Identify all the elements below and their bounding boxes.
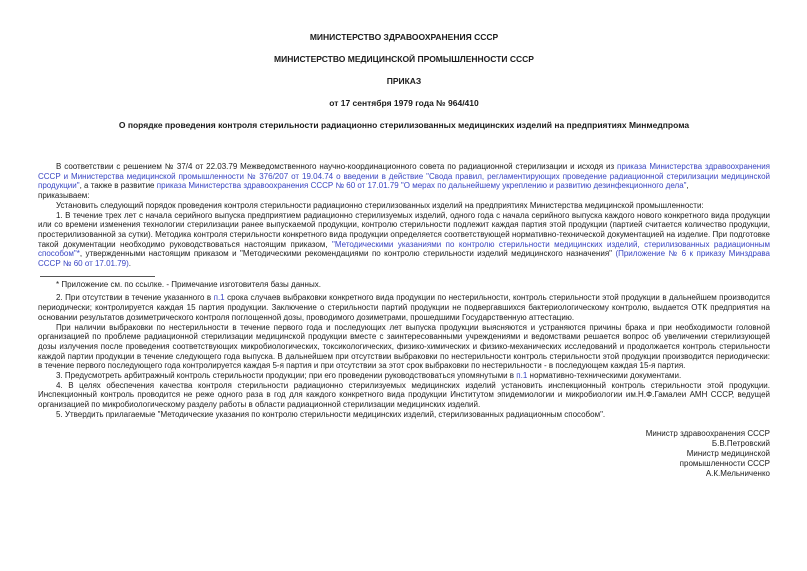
- paragraph: [38, 211, 770, 269]
- document-subject: О порядке проведения контроля стерильности радиационно стерилизованных медицинских изделий на предприятиях Минмедпрома: [118, 120, 690, 130]
- paragraph: [38, 371, 770, 381]
- signatory-name: А.К.Мельниченко: [705, 468, 770, 478]
- text-run: 5. Утвердить прилагаемые "Методические указания по контролю стерильности медицинских изделий, стерилизованных радиационным способом".: [56, 409, 606, 419]
- paragraph: [38, 410, 770, 420]
- paragraph: [38, 201, 770, 211]
- inline-link[interactable]: приказа Министерства здравоохранения СССР № 60 от 17.01.79 "О мерах по дальнейшему укреплению и развитию дезинфекционного дела": [156, 181, 687, 191]
- text-run: приказываем:: [38, 191, 90, 201]
- text-run: , утвержденными настоящим приказом и "Методическими рекомендациями по контролю стерильности изделий медицинского назначения": [79, 249, 616, 259]
- ministry-title-medical-industry: МИНИСТЕРСТВО МЕДИЦИНСКОЙ ПРОМЫШЛЕННОСТИ СССР: [274, 54, 534, 64]
- main-paragraphs: [38, 293, 770, 419]
- inline-link[interactable]: п.1: [213, 293, 225, 303]
- text-run: Установить следующий порядок проведения контроля стерильности радиационно стерилизованных изделий на предприятиях Министерства медицинской промышленности:: [56, 200, 704, 210]
- footnote-text: * Приложение см. по ссылке. - Примечание изготовителя базы данных.: [56, 279, 321, 289]
- paragraph: [38, 191, 770, 201]
- text-run: 1. В течение трех лет с начала серийного выпуска предприятием радиационно стерилизуемых изделий, одного года с начала серийного выпуска каждого нового конкретного вида продукции или со времени изменения технологии стерилизации ранее выпускаемой продукции, контролю стерильности подлежит каждая партия этой продукции (партией считается количество продукции, простерилизованной за сутки). Методика контроля стерильности конкретного вида продукции определяется соответствующей нормативно-технической документацией на изделие. При подготовке такой документации необходимо руководствоваться настоящим приказом,: [38, 210, 770, 249]
- signature-block: [38, 429, 770, 479]
- text-run: При наличии выбраковки по нестерильности в течение первого года и последующих лет выпуска продукции выясняются и устраняются причины брака и при необходимости головной организацией по проблеме радиационной стерилизации медицинской продукции вместе с заинтересованными учреждениями и ведомствами решается вопрос об увеличении стерилизующей дозы излучения после проведения соответствующих микробиологических, токсикологических, физико-химических и физико-механических исследований и продолжается контроль стерильности каждой партии продукции в течение следующего года выпуска. В дальнейшем при отсутствии выбраковки по нестерильности контроль стерильности этой продукции производится периодически: в течение первого последующего года контролируется каждая 5-я партия и при отсутствии за этот срок выбраковки по нестерильности - в последующем каждая 15-я партия.: [38, 322, 770, 371]
- signatory-title: промышленности СССР: [679, 458, 770, 468]
- document-type-title: ПРИКАЗ: [386, 76, 422, 86]
- text-run: 2. При отсутствии в течение указанного в: [56, 293, 214, 303]
- inline-link[interactable]: п.1: [516, 371, 528, 381]
- text-run: 3. Предусмотреть арбитражный контроль стерильности продукции; при его проведении руководствоваться упомянутыми в: [56, 371, 517, 381]
- signatory-title: Министр медицинской: [686, 448, 770, 458]
- text-run: .: [128, 259, 132, 269]
- paragraph: [38, 323, 770, 372]
- intro-paragraphs: [38, 162, 770, 269]
- paragraph: [38, 162, 770, 191]
- paragraph: [38, 381, 770, 410]
- signatory-name: Б.В.Петровский: [711, 438, 770, 448]
- signatory-title: Министр здравоохранения СССР: [645, 428, 770, 438]
- inline-link[interactable]: приказа Министерства здравоохранения СССР и Министерства медицинской промышленности № 376/207 от 19.04.74 о введении в действие "Свода правил, регламентирующих проведение радиационной стерилизации медицинской продукции": [38, 162, 771, 191]
- document-body: [38, 162, 770, 420]
- inline-link[interactable]: "Методическими указаниями по контролю стерильности медицинских изделий, стерилизованных радиационным способом"*: [38, 239, 770, 259]
- text-run: ,: [686, 181, 689, 191]
- paragraph: [38, 293, 770, 322]
- footnote-divider: [40, 276, 155, 277]
- document-date-number: от 17 сентября 1979 года № 964/410: [329, 98, 479, 108]
- inline-link[interactable]: (Приложение № 6 к приказу Минздрава СССР № 60 от 17.01.79): [38, 249, 770, 269]
- text-run: 4. В целях обеспечения качества контроля стерильности радиационно стерилизуемых медицинских изделий установить инспекционный контроль стерильности этой продукции. Инспекционный контроль проводится не реже одного раза в год для каждого конкретного вида продукции Институтом эпидемиологии и микробиологии им.Н.Ф.Гамалеи АМН СССР, ведущей организацией по микробиологическому разделу работы в области радиационной стерилизации медицинских изделий.: [38, 380, 770, 410]
- footnote-block: [38, 276, 770, 290]
- text-run: , а также в развитие: [79, 181, 157, 191]
- text-run: В соответствии с решением № 37/4 от 22.03.79 Межведомственного научно-координационного совета по радиационной стерилизации и исходя из: [56, 162, 618, 171]
- text-run: нормативно-техническими документами.: [527, 371, 682, 381]
- text-run: срока случаев выбраковки конкретного вида продукции по нестерильности, контроль стерильности этой продукции в дальнейшем производится периодически; контролируется каждая 15 партия продукции. Заключение о стерильности партий продукции не подвергавшихся бактериологическому контролю, выдается ОТК предприятия на основании результатов дозиметрического контроля поглощенной дозы, проводимого дозиметрами, прошедшими Государственную аттестацию.: [38, 293, 770, 322]
- ministry-title-health: МИНИСТЕРСТВО ЗДРАВООХРАНЕНИЯ СССР: [309, 32, 499, 42]
